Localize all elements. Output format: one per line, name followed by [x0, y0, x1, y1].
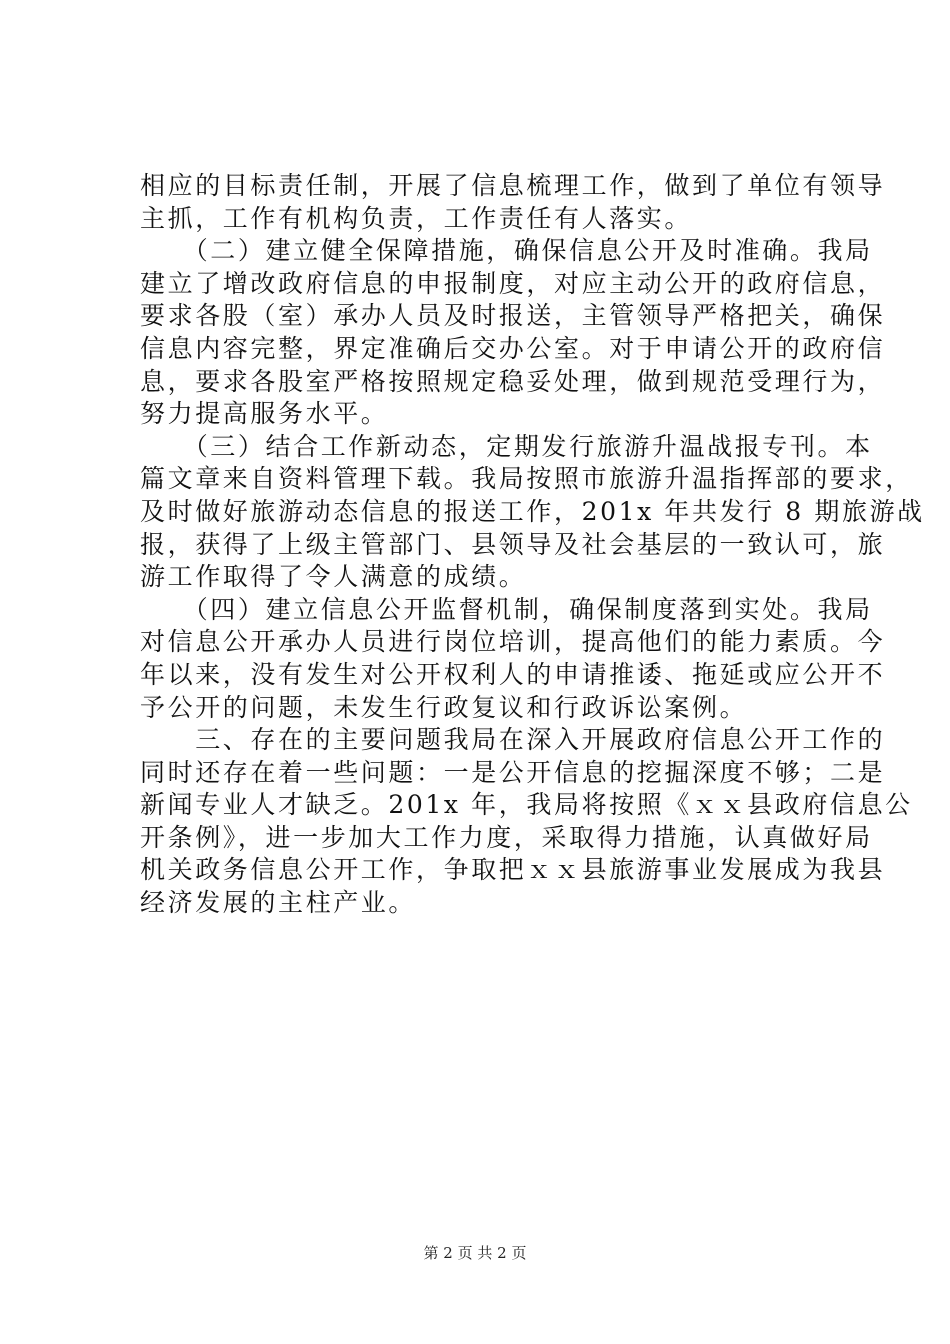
text-line: 息，要求各股室严格按照规定稳妥处理，做到规范受理行为， — [140, 366, 886, 396]
text-line: 同时还存在着一些问题：一是公开信息的挖掘深度不够；二是 — [140, 757, 886, 787]
text-line: 年以来，没有发生对公开权利人的申请推诿、拖延或应公开不 — [140, 659, 886, 689]
text-line: 对信息公开承办人员进行岗位培训，提高他们的能力素质。今 — [140, 627, 886, 657]
text-line: 经济发展的主柱产业。 — [140, 888, 417, 918]
page-footer: 第 2 页 共 2 页 — [423, 1244, 527, 1262]
text-line: 主抓，工作有机构负责，工作责任有人落实。 — [140, 203, 693, 233]
text-line: 开条例》，进一步加大工作力度，采取得力措施，认真做好局 — [140, 822, 873, 852]
text-line: 及时做好旅游动态信息的报送工作，201x 年共发行 8 期旅游战 — [140, 496, 925, 526]
text-line: 游工作取得了令人满意的成绩。 — [140, 562, 527, 592]
text-line: （四）建立信息公开监督机制，确保制度落到实处。我局 — [140, 594, 873, 624]
text-line: 机关政务信息公开工作，争取把ｘｘ县旅游事业发展成为我县 — [140, 855, 886, 885]
text-line: 建立了增改政府信息的申报制度，对应主动公开的政府信息， — [140, 268, 886, 298]
text-line: 要求各股（室）承办人员及时报送，主管领导严格把关，确保 — [140, 301, 886, 331]
text-line: 篇文章来自资料管理下载。我局按照市旅游升温指挥部的要求， — [140, 464, 913, 494]
text-line: 努力提高服务水平。 — [140, 399, 389, 429]
text-line: 报，获得了上级主管部门、县领导及社会基层的一致认可，旅 — [140, 529, 886, 559]
text-line: （三）结合工作新动态，定期发行旅游升温战报专刊。本 — [140, 431, 873, 461]
text-line: 信息内容完整，界定准确后交办公室。对于申请公开的政府信 — [140, 333, 886, 363]
text-line: 三、存在的主要问题我局在深入开展政府信息公开工作的 — [140, 725, 886, 755]
text-line: 予公开的问题，未发生行政复议和行政诉讼案例。 — [140, 692, 748, 722]
text-line: （二）建立健全保障措施，确保信息公开及时准确。我局 — [140, 236, 873, 266]
document-body — [140, 170, 925, 920]
text-line: 新闻专业人才缺乏。201x 年，我局将按照《ｘｘ县政府信息公 — [140, 790, 913, 820]
text-line: 相应的目标责任制，开展了信息梳理工作，做到了单位有领导 — [140, 171, 886, 200]
